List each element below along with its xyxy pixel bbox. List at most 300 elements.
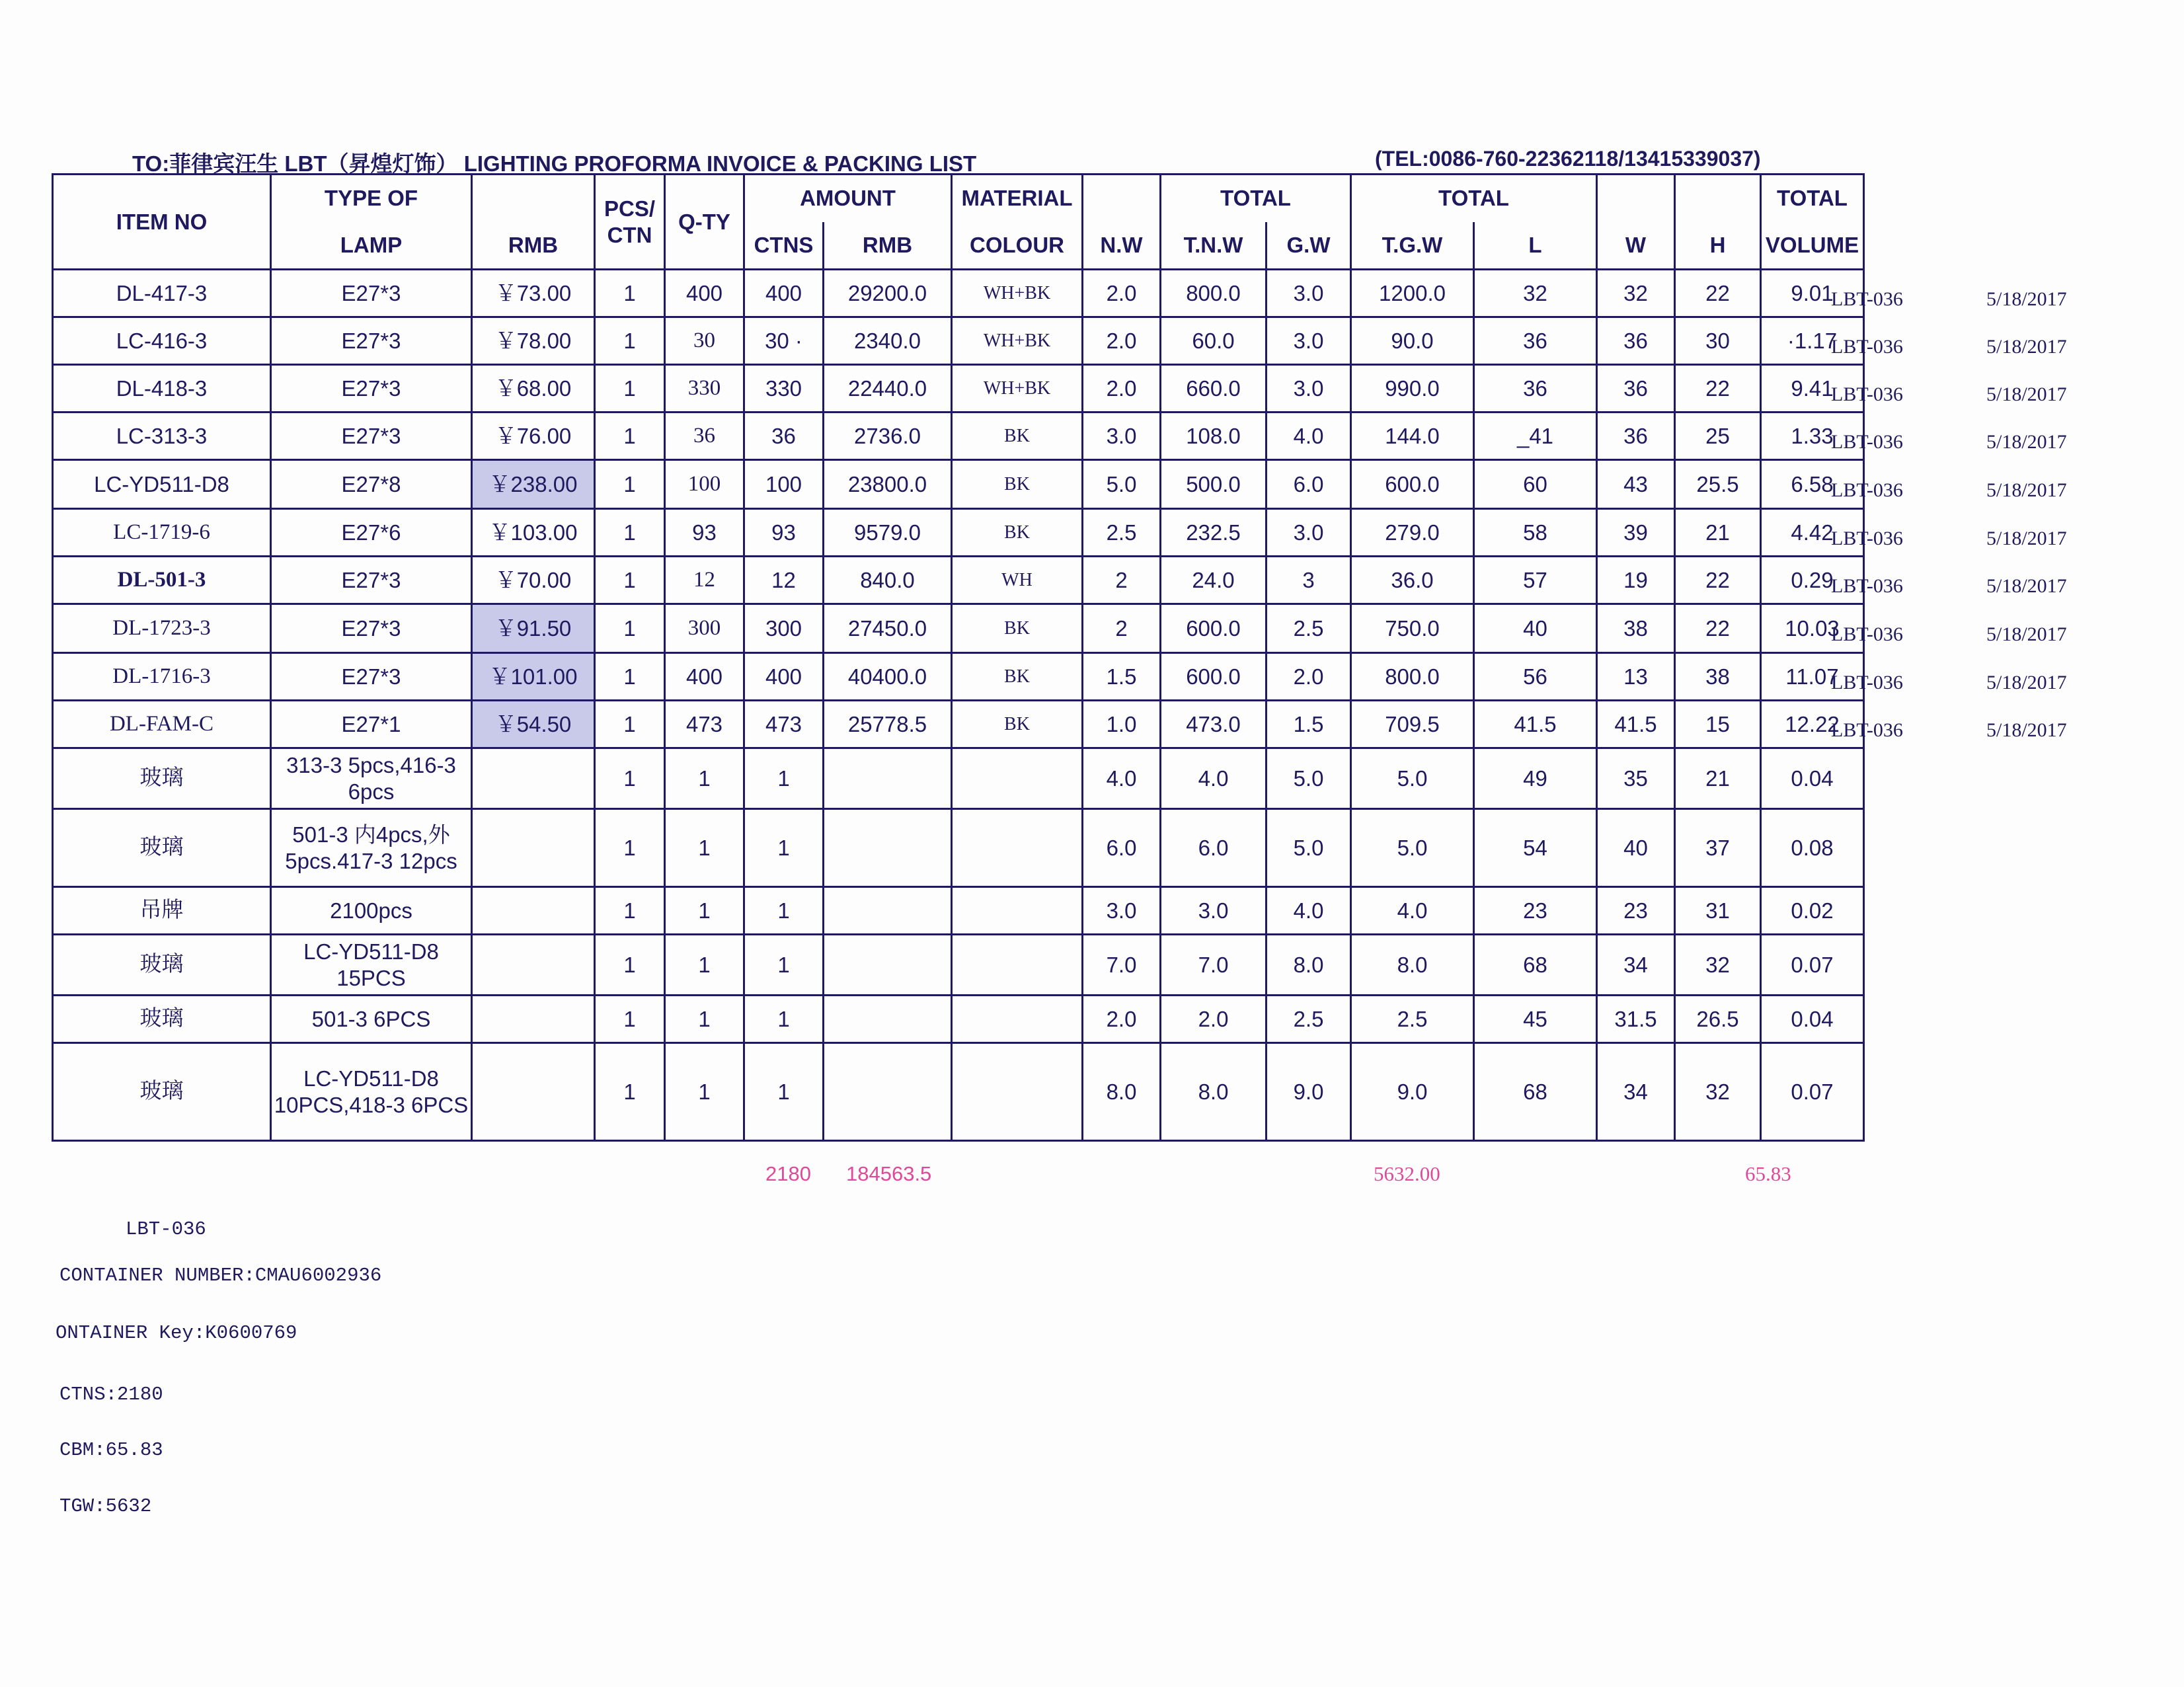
table-row: [53, 887, 1864, 935]
length-cell: 36: [1474, 365, 1597, 412]
header-pcs-ctn: PCS/ CTN: [595, 175, 665, 270]
length-cell: 23: [1474, 887, 1597, 935]
quantity-cell: 400: [665, 270, 744, 317]
header-nw: N.W: [1083, 222, 1161, 270]
colour-cell: [952, 748, 1083, 809]
total-net-weight-cell: 3.0: [1161, 887, 1267, 935]
gross-weight-cell: 5.0: [1267, 748, 1351, 809]
width-cell: 36: [1597, 412, 1675, 460]
volume-cell: 11.07: [1761, 653, 1864, 701]
colour-cell: [952, 1043, 1083, 1141]
item-no-cell: 玻璃: [53, 809, 271, 887]
quantity-cell: 1: [665, 935, 744, 996]
total-net-weight-cell: 4.0: [1161, 748, 1267, 809]
total-gross-weight-cell: 600.0: [1351, 460, 1474, 509]
pcs-per-ctn-cell: 1: [595, 557, 665, 604]
header-w: W: [1597, 222, 1675, 270]
width-cell: 43: [1597, 460, 1675, 509]
length-cell: 58: [1474, 509, 1597, 557]
ctns-cell: 1: [744, 887, 824, 935]
unit-price-cell: [472, 887, 595, 935]
gross-weight-cell: 3.0: [1267, 365, 1351, 412]
net-weight-cell: 2.0: [1083, 317, 1161, 365]
pcs-per-ctn-cell: 1: [595, 365, 665, 412]
length-cell: 36: [1474, 317, 1597, 365]
header-qty: Q-TY: [665, 175, 744, 270]
quantity-cell: 30: [665, 317, 744, 365]
amount-cell: 22440.0: [824, 365, 952, 412]
header-type-of: TYPE OF: [271, 175, 472, 222]
width-cell: 38: [1597, 604, 1675, 653]
net-weight-cell: 2.0: [1083, 365, 1161, 412]
header-blank: [472, 175, 595, 222]
total-gross-weight-cell: 5.0: [1351, 748, 1474, 809]
height-cell: 22: [1675, 557, 1761, 604]
lamp-type-cell: LC-YD511-D8 15PCS: [271, 935, 472, 996]
header-item-no: ITEM NO: [53, 175, 271, 270]
height-cell: 30: [1675, 317, 1761, 365]
side-note-date: 5/18/2017: [1986, 575, 2067, 597]
width-cell: 34: [1597, 1043, 1675, 1141]
width-cell: 31.5: [1597, 996, 1675, 1043]
gross-weight-cell: 9.0: [1267, 1043, 1351, 1141]
net-weight-cell: 5.0: [1083, 460, 1161, 509]
quantity-cell: 300: [665, 604, 744, 653]
net-weight-cell: 2: [1083, 604, 1161, 653]
volume-cell: 0.02: [1761, 887, 1864, 935]
table-row: [53, 460, 1864, 509]
item-no-cell: DL-417-3: [53, 270, 271, 317]
footer-tgw: TGW:5632: [59, 1495, 152, 1517]
pcs-per-ctn-cell: 1: [595, 270, 665, 317]
gross-weight-cell: 4.0: [1267, 887, 1351, 935]
table-row: [53, 653, 1864, 701]
volume-cell: 0.08: [1761, 809, 1864, 887]
header-ctns: CTNS: [744, 222, 824, 270]
net-weight-cell: 4.0: [1083, 748, 1161, 809]
lamp-type-cell: 501-3 内4pcs,外5pcs.417-3 12pcs: [271, 809, 472, 887]
table-row: [53, 748, 1864, 809]
table-body: [53, 270, 1864, 1141]
side-note-date: 5/18/2017: [1986, 336, 2067, 358]
height-cell: 15: [1675, 701, 1761, 748]
side-note-lbt: LBT-036: [1831, 623, 1903, 645]
net-weight-cell: 2: [1083, 557, 1161, 604]
total-net-weight-cell: 8.0: [1161, 1043, 1267, 1141]
colour-cell: BK: [952, 653, 1083, 701]
total-gross-weight-cell: 8.0: [1351, 935, 1474, 996]
ctns-cell: 1: [744, 809, 824, 887]
height-cell: 37: [1675, 809, 1761, 887]
ctns-cell: 300: [744, 604, 824, 653]
invoice-table: [52, 173, 1865, 1142]
unit-price-cell: ￥103.00: [472, 509, 595, 557]
total-tgw: 5632.00: [1374, 1162, 1440, 1185]
amount-cell: [824, 809, 952, 887]
header-blank: [1597, 175, 1675, 222]
length-cell: _41: [1474, 412, 1597, 460]
item-no-cell: LC-313-3: [53, 412, 271, 460]
table-row: [53, 996, 1864, 1043]
colour-cell: BK: [952, 509, 1083, 557]
side-note-date: 5/18/2017: [1986, 383, 2067, 405]
header-rmb: RMB: [472, 222, 595, 270]
pcs-per-ctn-cell: 1: [595, 809, 665, 887]
unit-price-cell: ￥73.00: [472, 270, 595, 317]
document-title: TO:菲律宾汪生 LBT（昇煌灯饰） LIGHTING PROFORMA INVOICE & PACKING LIST: [132, 151, 977, 176]
total-volume: 65.83: [1745, 1162, 1791, 1185]
table-row: [53, 701, 1864, 748]
unit-price-cell: [472, 748, 595, 809]
unit-price-cell: ￥78.00: [472, 317, 595, 365]
unit-price-cell: [472, 996, 595, 1043]
amount-cell: 2736.0: [824, 412, 952, 460]
length-cell: 32: [1474, 270, 1597, 317]
side-note-lbt: LBT-036: [1831, 575, 1903, 597]
quantity-cell: 1: [665, 996, 744, 1043]
length-cell: 41.5: [1474, 701, 1597, 748]
pcs-per-ctn-cell: 1: [595, 653, 665, 701]
header-colour: COLOUR: [952, 222, 1083, 270]
side-note-lbt: LBT-036: [1831, 479, 1903, 501]
height-cell: 22: [1675, 604, 1761, 653]
item-no-cell: 玻璃: [53, 996, 271, 1043]
side-note-date: 5/18/2017: [1986, 479, 2067, 501]
item-no-cell: DL-1716-3: [53, 653, 271, 701]
length-cell: 40: [1474, 604, 1597, 653]
total-amount: 184563.5: [846, 1162, 932, 1185]
pcs-per-ctn-cell: 1: [595, 509, 665, 557]
length-cell: 68: [1474, 935, 1597, 996]
item-no-cell: DL-501-3: [53, 557, 271, 604]
colour-cell: WH+BK: [952, 365, 1083, 412]
height-cell: 31: [1675, 887, 1761, 935]
table-row: [53, 509, 1864, 557]
net-weight-cell: 8.0: [1083, 1043, 1161, 1141]
total-net-weight-cell: 600.0: [1161, 653, 1267, 701]
table-row: [53, 317, 1864, 365]
colour-cell: WH+BK: [952, 317, 1083, 365]
gross-weight-cell: 5.0: [1267, 809, 1351, 887]
amount-cell: 9579.0: [824, 509, 952, 557]
width-cell: 35: [1597, 748, 1675, 809]
total-net-weight-cell: 2.0: [1161, 996, 1267, 1043]
net-weight-cell: 2.5: [1083, 509, 1161, 557]
pcs-per-ctn-cell: 1: [595, 935, 665, 996]
header-blank: [1083, 175, 1161, 222]
height-cell: 21: [1675, 509, 1761, 557]
lamp-type-cell: E27*6: [271, 509, 472, 557]
width-cell: 34: [1597, 935, 1675, 996]
item-no-cell: LC-416-3: [53, 317, 271, 365]
quantity-cell: 36: [665, 412, 744, 460]
total-net-weight-cell: 108.0: [1161, 412, 1267, 460]
item-no-cell: DL-FAM-C: [53, 701, 271, 748]
side-note-lbt: LBT-036: [1831, 336, 1903, 358]
colour-cell: [952, 935, 1083, 996]
volume-cell: 10.03: [1761, 604, 1864, 653]
ctns-cell: 12: [744, 557, 824, 604]
total-net-weight-cell: 600.0: [1161, 604, 1267, 653]
quantity-cell: 330: [665, 365, 744, 412]
total-net-weight-cell: 800.0: [1161, 270, 1267, 317]
ctns-cell: 1: [744, 996, 824, 1043]
unit-price-cell: ￥91.50: [472, 604, 595, 653]
volume-cell: 12.22: [1761, 701, 1864, 748]
side-note-date: 5/18/2017: [1986, 672, 2067, 693]
lamp-type-cell: E27*8: [271, 460, 472, 509]
ctns-cell: 36: [744, 412, 824, 460]
net-weight-cell: 7.0: [1083, 935, 1161, 996]
unit-price-cell: ￥54.50: [472, 701, 595, 748]
quantity-cell: 473: [665, 701, 744, 748]
length-cell: 54: [1474, 809, 1597, 887]
side-note-lbt: LBT-036: [1831, 672, 1903, 693]
pcs-per-ctn-cell: 1: [595, 317, 665, 365]
quantity-cell: 1: [665, 887, 744, 935]
volume-cell: 6.58: [1761, 460, 1864, 509]
table-row: [53, 270, 1864, 317]
height-cell: 32: [1675, 935, 1761, 996]
volume-cell: 1.33: [1761, 412, 1864, 460]
width-cell: 40: [1597, 809, 1675, 887]
volume-cell: 9.01: [1761, 270, 1864, 317]
total-gross-weight-cell: 144.0: [1351, 412, 1474, 460]
item-no-cell: LC-YD511-D8: [53, 460, 271, 509]
colour-cell: BK: [952, 701, 1083, 748]
footer-container-key: ONTAINER Key:K0600769: [56, 1322, 297, 1344]
item-no-cell: DL-418-3: [53, 365, 271, 412]
table-row: [53, 557, 1864, 604]
gross-weight-cell: 4.0: [1267, 412, 1351, 460]
amount-cell: 25778.5: [824, 701, 952, 748]
width-cell: 39: [1597, 509, 1675, 557]
header-blank: [1675, 175, 1761, 222]
volume-cell: 9.41: [1761, 365, 1864, 412]
gross-weight-cell: 3: [1267, 557, 1351, 604]
width-cell: 36: [1597, 317, 1675, 365]
total-net-weight-cell: 500.0: [1161, 460, 1267, 509]
side-note-lbt: LBT-036: [1831, 288, 1903, 310]
footer-lbt: LBT-036: [126, 1218, 206, 1240]
total-net-weight-cell: 6.0: [1161, 809, 1267, 887]
footer-cbm: CBM:65.83: [59, 1439, 163, 1461]
amount-cell: [824, 887, 952, 935]
total-gross-weight-cell: 2.5: [1351, 996, 1474, 1043]
net-weight-cell: 3.0: [1083, 887, 1161, 935]
total-net-weight-cell: 24.0: [1161, 557, 1267, 604]
pcs-per-ctn-cell: 1: [595, 748, 665, 809]
telephone-info: (TEL:0086-760-22362118/13415339037): [1375, 147, 1761, 171]
height-cell: 38: [1675, 653, 1761, 701]
colour-cell: [952, 887, 1083, 935]
quantity-cell: 12: [665, 557, 744, 604]
width-cell: 19: [1597, 557, 1675, 604]
length-cell: 68: [1474, 1043, 1597, 1141]
height-cell: 26.5: [1675, 996, 1761, 1043]
width-cell: 13: [1597, 653, 1675, 701]
net-weight-cell: 6.0: [1083, 809, 1161, 887]
item-no-cell: 玻璃: [53, 1043, 271, 1141]
side-note-lbt: LBT-036: [1831, 383, 1903, 405]
ctns-cell: 1: [744, 748, 824, 809]
header-tgw: T.G.W: [1351, 222, 1474, 270]
total-net-weight-cell: 232.5: [1161, 509, 1267, 557]
quantity-cell: 100: [665, 460, 744, 509]
quantity-cell: 400: [665, 653, 744, 701]
height-cell: 25.5: [1675, 460, 1761, 509]
colour-cell: BK: [952, 412, 1083, 460]
volume-cell: 0.04: [1761, 748, 1864, 809]
volume-cell: ·1.17: [1761, 317, 1864, 365]
length-cell: 57: [1474, 557, 1597, 604]
total-gross-weight-cell: 800.0: [1351, 653, 1474, 701]
header-amount: AMOUNT: [744, 175, 952, 222]
table-row: [53, 1043, 1864, 1141]
header-lamp: LAMP: [271, 222, 472, 270]
side-note-date: 5/18/2017: [1986, 623, 2067, 645]
ctns-cell: 330: [744, 365, 824, 412]
side-note-date: 5/18/2017: [1986, 288, 2067, 310]
gross-weight-cell: 8.0: [1267, 935, 1351, 996]
net-weight-cell: 3.0: [1083, 412, 1161, 460]
gross-weight-cell: 2.5: [1267, 996, 1351, 1043]
amount-cell: [824, 1043, 952, 1141]
unit-price-cell: ￥76.00: [472, 412, 595, 460]
item-no-cell: LC-1719-6: [53, 509, 271, 557]
ctns-cell: 473: [744, 701, 824, 748]
item-no-cell: 吊牌: [53, 887, 271, 935]
width-cell: 32: [1597, 270, 1675, 317]
unit-price-cell: [472, 935, 595, 996]
side-note-lbt: LBT-036: [1831, 431, 1903, 453]
lamp-type-cell: E27*3: [271, 604, 472, 653]
header-material: MATERIAL: [952, 175, 1083, 222]
amount-cell: [824, 748, 952, 809]
quantity-cell: 1: [665, 1043, 744, 1141]
unit-price-cell: ￥68.00: [472, 365, 595, 412]
gross-weight-cell: 3.0: [1267, 509, 1351, 557]
lamp-type-cell: E27*3: [271, 653, 472, 701]
header-l: L: [1474, 222, 1597, 270]
width-cell: 36: [1597, 365, 1675, 412]
ctns-cell: 400: [744, 270, 824, 317]
ctns-cell: 400: [744, 653, 824, 701]
gross-weight-cell: 6.0: [1267, 460, 1351, 509]
quantity-cell: 93: [665, 509, 744, 557]
amount-cell: 840.0: [824, 557, 952, 604]
volume-cell: 4.42: [1761, 509, 1864, 557]
amount-cell: 2340.0: [824, 317, 952, 365]
total-gross-weight-cell: 90.0: [1351, 317, 1474, 365]
quantity-cell: 1: [665, 748, 744, 809]
total-gross-weight-cell: 709.5: [1351, 701, 1474, 748]
table-row: [53, 809, 1864, 887]
side-note-date: 5/18/2017: [1986, 431, 2067, 453]
volume-cell: 0.07: [1761, 1043, 1864, 1141]
height-cell: 25: [1675, 412, 1761, 460]
gross-weight-cell: 3.0: [1267, 317, 1351, 365]
net-weight-cell: 1.5: [1083, 653, 1161, 701]
side-note-date: 5/18/2017: [1986, 719, 2067, 741]
length-cell: 45: [1474, 996, 1597, 1043]
unit-price-cell: ￥238.00: [472, 460, 595, 509]
amount-cell: 29200.0: [824, 270, 952, 317]
total-net-weight-cell: 60.0: [1161, 317, 1267, 365]
header-row-2: [53, 222, 1864, 270]
colour-cell: WH: [952, 557, 1083, 604]
total-ctns: 2180: [765, 1162, 811, 1185]
gross-weight-cell: 3.0: [1267, 270, 1351, 317]
height-cell: 22: [1675, 365, 1761, 412]
total-gross-weight-cell: 5.0: [1351, 809, 1474, 887]
quantity-cell: 1: [665, 809, 744, 887]
amount-cell: 40400.0: [824, 653, 952, 701]
volume-cell: 0.07: [1761, 935, 1864, 996]
pcs-per-ctn-cell: 1: [595, 996, 665, 1043]
pcs-per-ctn-cell: 1: [595, 1043, 665, 1141]
lamp-type-cell: 2100pcs: [271, 887, 472, 935]
net-weight-cell: 2.0: [1083, 270, 1161, 317]
header-total-volume: TOTAL: [1761, 175, 1864, 222]
colour-cell: WH+BK: [952, 270, 1083, 317]
pcs-per-ctn-cell: 1: [595, 701, 665, 748]
net-weight-cell: 2.0: [1083, 996, 1161, 1043]
unit-price-cell: [472, 809, 595, 887]
lamp-type-cell: E27*3: [271, 412, 472, 460]
ctns-cell: 1: [744, 935, 824, 996]
length-cell: 56: [1474, 653, 1597, 701]
pcs-per-ctn-cell: 1: [595, 412, 665, 460]
item-no-cell: 玻璃: [53, 935, 271, 996]
volume-cell: 0.29: [1761, 557, 1864, 604]
lamp-type-cell: E27*1: [271, 701, 472, 748]
length-cell: 49: [1474, 748, 1597, 809]
table-row: [53, 604, 1864, 653]
length-cell: 60: [1474, 460, 1597, 509]
side-note-lbt: LBT-036: [1831, 528, 1903, 549]
item-no-cell: 玻璃: [53, 748, 271, 809]
colour-cell: [952, 809, 1083, 887]
net-weight-cell: 1.0: [1083, 701, 1161, 748]
ctns-cell: 30 ·: [744, 317, 824, 365]
gross-weight-cell: 2.0: [1267, 653, 1351, 701]
total-gross-weight-cell: 990.0: [1351, 365, 1474, 412]
total-net-weight-cell: 7.0: [1161, 935, 1267, 996]
total-gross-weight-cell: 4.0: [1351, 887, 1474, 935]
ctns-cell: 100: [744, 460, 824, 509]
lamp-type-cell: E27*3: [271, 557, 472, 604]
header-volume: VOLUME: [1761, 222, 1864, 270]
header-h: H: [1675, 222, 1761, 270]
item-no-cell: DL-1723-3: [53, 604, 271, 653]
pcs-per-ctn-cell: 1: [595, 887, 665, 935]
colour-cell: BK: [952, 460, 1083, 509]
total-gross-weight-cell: 36.0: [1351, 557, 1474, 604]
lamp-type-cell: LC-YD511-D8 10PCS,418-3 6PCS: [271, 1043, 472, 1141]
header-tnw: T.N.W: [1161, 222, 1267, 270]
lamp-type-cell: 501-3 6PCS: [271, 996, 472, 1043]
total-net-weight-cell: 660.0: [1161, 365, 1267, 412]
lamp-type-cell: E27*3: [271, 317, 472, 365]
height-cell: 22: [1675, 270, 1761, 317]
lamp-type-cell: E27*3: [271, 365, 472, 412]
colour-cell: [952, 996, 1083, 1043]
total-gross-weight-cell: 1200.0: [1351, 270, 1474, 317]
amount-cell: 23800.0: [824, 460, 952, 509]
side-note-lbt: LBT-036: [1831, 719, 1903, 741]
table-row: [53, 365, 1864, 412]
